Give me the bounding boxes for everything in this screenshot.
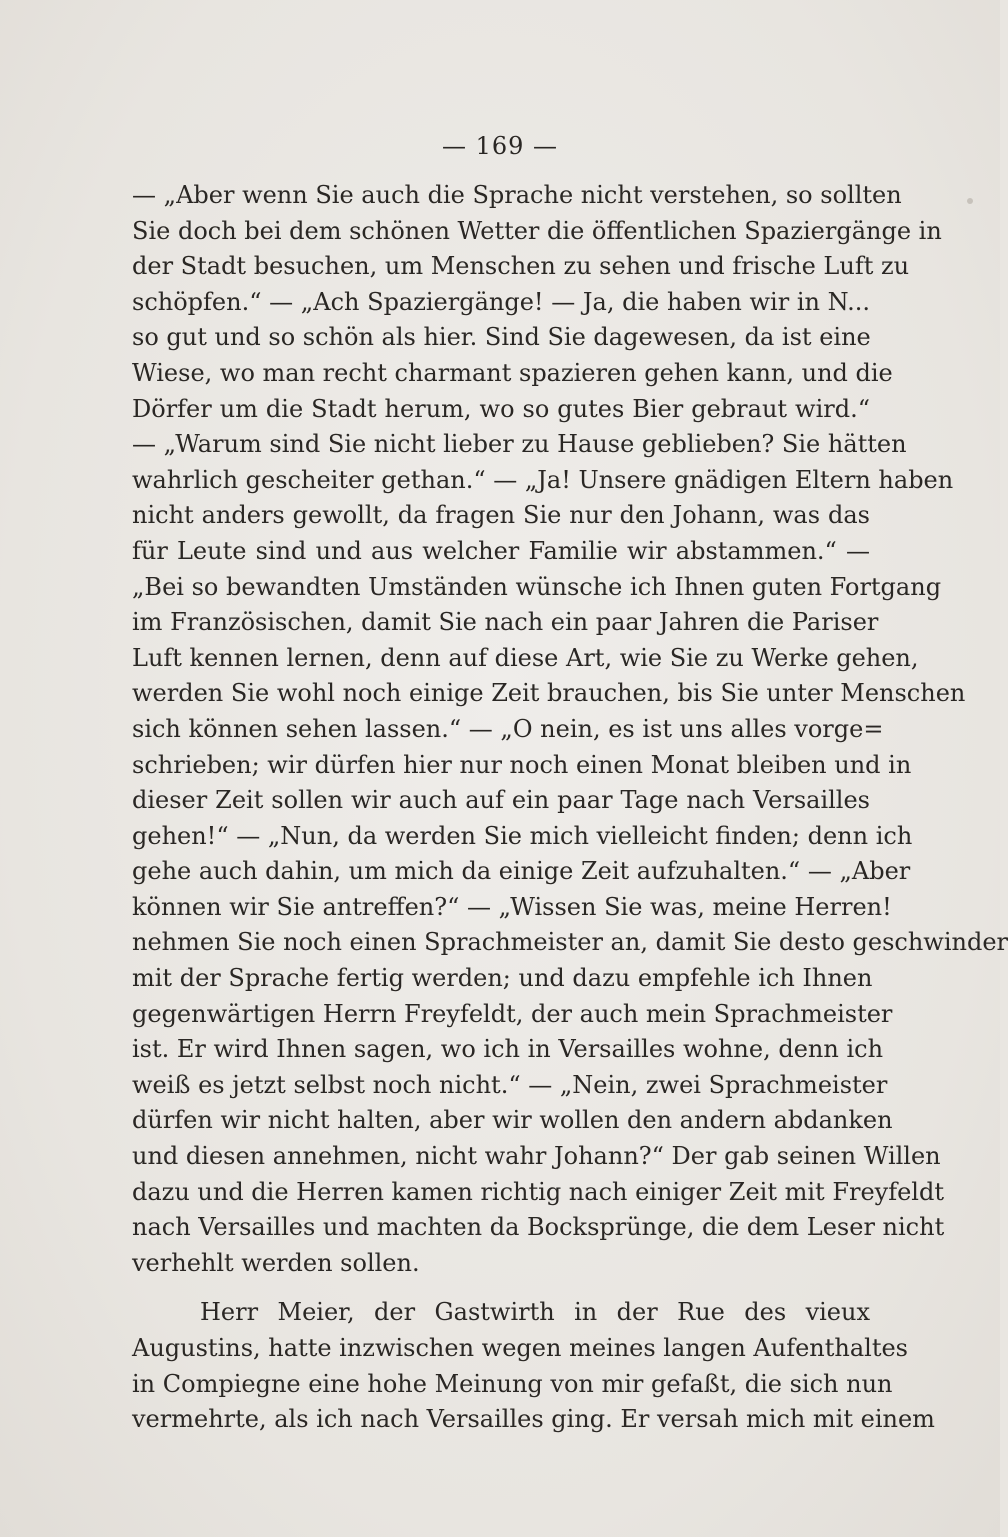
text-line: weiß es jetzt selbst noch nicht.“ — „Nein, zwei Sprachmeister	[132, 1070, 888, 1099]
text-line: — „Aber wenn Sie auch die Sprache nicht verstehen, so sollten	[132, 181, 902, 209]
text-line: Dörfer um die Stadt herum, wo so gutes Bier gebraut wird.“	[132, 394, 870, 423]
text-line: Luft kennen lernen, denn auf diese Art, wie Sie zu Werke gehen,	[132, 643, 919, 672]
text-line: Sie doch bei dem schönen Wetter die öffentlichen Spaziergänge in	[132, 216, 942, 245]
text-line: in Compiegne eine hohe Meinung von mir gefaßt, die sich nun	[132, 1369, 893, 1398]
text-line: gegenwärtigen Herrn Freyfeldt, der auch mein Sprachmeister	[132, 999, 893, 1028]
text-line: nehmen Sie noch einen Sprachmeister an, damit Sie desto geschwinder	[132, 928, 1008, 957]
text-line: „Bei so bewandten Umständen wünsche ich Ihnen guten Fortgang	[132, 572, 942, 601]
text-line: Wiese, wo man recht charmant spazieren gehen kann, und die	[132, 358, 893, 387]
text-line: sich können sehen lassen.“ — „O nein, es ist uns alles vorge=	[132, 714, 884, 743]
paragraph-gap	[132, 1281, 870, 1295]
text-line: gehe auch dahin, um mich da einige Zeit aufzuhalten.“ — „Aber	[132, 857, 911, 886]
text-line: für Leute sind und aus welcher Familie wir abstammen.“ —	[132, 536, 870, 565]
text-line: dürfen wir nicht halten, aber wir wollen den andern abdanken	[132, 1106, 893, 1135]
text-line: mit der Sprache fertig werden; und dazu empfehle ich Ihnen	[132, 964, 873, 993]
page-number: — 169 —	[441, 132, 559, 160]
text-line: schöpfen.“ — „Ach Spaziergänge! — Ja, die haben wir in N...	[132, 287, 870, 316]
paragraph	[132, 178, 1008, 1281]
text-line: — „Warum sind Sie nicht lieber zu Hause geblieben? Sie hätten	[132, 430, 907, 459]
text-line: Herr Meier, der Gastwirth in der Rue des vieux	[200, 1298, 870, 1327]
text-line: nach Versailles und machten da Bocksprünge, die dem Leser nicht	[132, 1213, 945, 1242]
text-line: so gut und so schön als hier. Sind Sie dagewesen, da ist eine	[132, 323, 871, 352]
text-line: vermehrte, als ich nach Versailles ging. Er versah mich mit einem	[132, 1405, 935, 1434]
text-line: schrieben; wir dürfen hier nur noch einen Monat bleiben und in	[132, 750, 912, 779]
text-line: wahrlich gescheiter gethan.“ — „Ja! Unsere gnädigen Eltern haben	[132, 465, 954, 494]
body-text	[132, 178, 1008, 1438]
text-line: dieser Zeit sollen wir auch auf ein paar Tage nach Versailles	[132, 786, 870, 815]
text-line: und diesen annehmen, nicht wahr Johann?“ Der gab seinen Willen	[132, 1142, 941, 1171]
text-line: werden Sie wohl noch einige Zeit brauchen, bis Sie unter Menschen	[132, 679, 966, 708]
paragraph	[132, 1295, 935, 1437]
text-line: nicht anders gewollt, da fragen Sie nur den Johann, was das	[132, 501, 870, 530]
text-line: verhehlt werden sollen.	[132, 1248, 420, 1277]
text-line: ist. Er wird Ihnen sagen, wo ich in Versailles wohne, denn ich	[132, 1035, 884, 1064]
paper-speck	[967, 198, 973, 204]
text-line: können wir Sie antreffen?“ — „Wissen Sie was, meine Herren!	[132, 892, 892, 921]
text-line: dazu und die Herren kamen richtig nach einiger Zeit mit Freyfeldt	[132, 1177, 944, 1206]
text-line: gehen!“ — „Nun, da werden Sie mich vielleicht finden; denn ich	[132, 821, 913, 850]
text-line: Augustins, hatte inzwischen wegen meines langen Aufenthaltes	[132, 1334, 908, 1362]
text-line: der Stadt besuchen, um Menschen zu sehen und frische Luft zu	[132, 252, 910, 281]
text-line: im Französischen, damit Sie nach ein paar Jahren die Pariser	[132, 608, 879, 637]
